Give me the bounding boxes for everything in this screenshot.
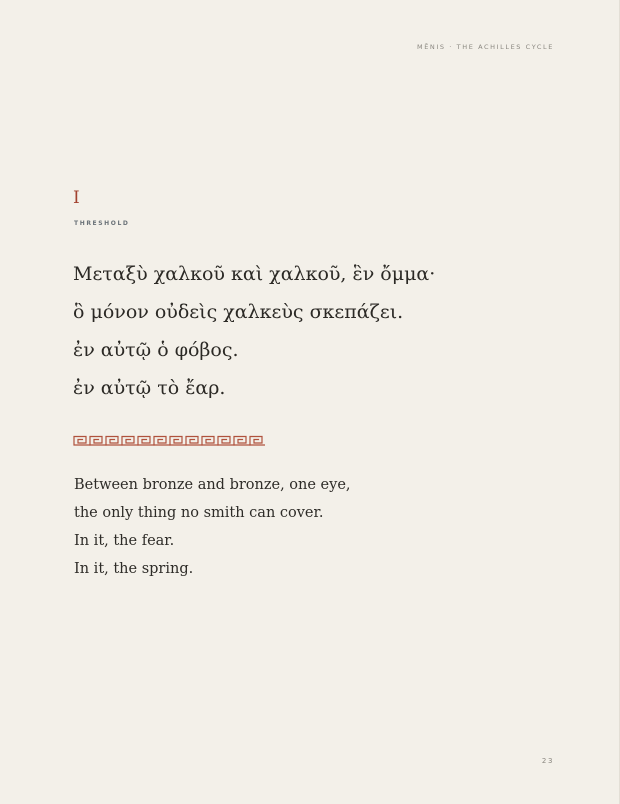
section-numeral: I	[73, 188, 80, 208]
meander-unit	[218, 437, 234, 446]
english-stanza	[74, 471, 554, 583]
greek-stanza	[73, 255, 553, 407]
meander-unit	[202, 437, 218, 446]
greek-line: ἐν αὐτῷ ὁ φόβος.	[73, 339, 239, 361]
page-number: 23	[541, 757, 554, 765]
meander-unit	[122, 437, 138, 446]
meander-unit	[90, 437, 106, 446]
english-line: In it, the fear.	[74, 533, 175, 549]
english-line: Between bronze and bronze, one eye,	[74, 477, 351, 493]
greek-line: ἐν αὐτῷ τὸ ἔαρ.	[73, 377, 226, 399]
meander-unit	[154, 437, 170, 446]
meander-unit	[250, 437, 265, 446]
meander-unit	[138, 437, 154, 446]
greek-line: ὃ μόνον οὐδεὶς χαλκεὺς σκεπάζει.	[73, 301, 404, 323]
greek-key-ornament	[73, 435, 265, 446]
meander-unit	[234, 437, 250, 446]
running-header: MĒNIS · THE ACHILLES CYCLE	[417, 43, 554, 51]
greek-line: Μεταξὺ χαλκοῦ καὶ χαλκοῦ, ἓν ὄμμα·	[73, 263, 436, 285]
meander-unit	[106, 437, 122, 446]
meander-unit	[74, 437, 90, 446]
english-line: the only thing no smith can cover.	[74, 505, 324, 521]
english-line: In it, the spring.	[74, 561, 194, 577]
meander-unit	[186, 437, 202, 446]
section-subtitle: THRESHOLD	[74, 220, 130, 227]
meander-unit	[170, 437, 186, 446]
